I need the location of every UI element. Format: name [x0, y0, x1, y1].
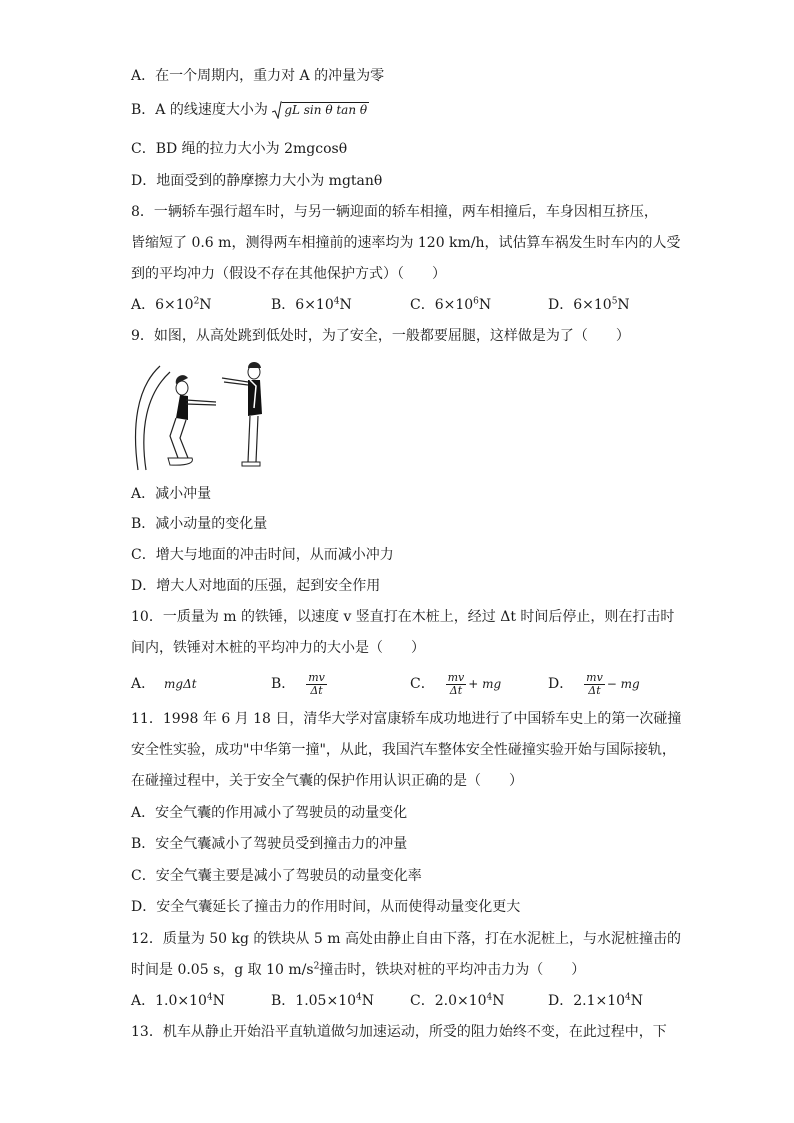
q12-stem-line-1: 12．质量为 50 kg 的铁块从 5 m 高处由静止自由下落，打在水泥桩上，与水泥桩撞击的	[131, 931, 681, 947]
q7-option-b-label: B．	[131, 102, 156, 118]
fraction: $\frac{mv}{\Delta t}$	[308, 670, 325, 697]
q8-stem-line-3: 到的平均冲力（假设不存在其他保护方式）（ ）	[131, 266, 446, 282]
q11-option-c: C．安全气囊主要是减小了驾驶员的动量变化率	[131, 868, 422, 884]
q8-stem-line-1: 8．一辆轿车强行超车时，与另一辆迎面的轿车相撞，两车相撞后，车身因相互挤压，	[131, 204, 658, 220]
sqrt-radicand: gL sin θ tan θ	[284, 103, 368, 117]
q8-stem-line-2: 皆缩短了 0.6 m，测得两车相撞前的速率均为 120 km/h，试估算车祸发生时车内的人受	[131, 235, 681, 251]
radical-sign-icon	[272, 101, 282, 119]
q12-option-a: A．$1.0\times 10^4N$	[131, 992, 225, 1009]
q8-option-a: A．$6\times 10^2N$	[131, 296, 212, 313]
q12-option-d: D．$2.1\times 10^4N$	[548, 992, 644, 1009]
q7-option-a: A．在一个周期内，重力对 A 的冲量为零	[131, 68, 385, 84]
sqrt-expression	[272, 100, 369, 120]
jumping-figures-illustration	[130, 358, 272, 472]
q8-option-c: C．$6\times 10^6N$	[410, 296, 492, 313]
q7-option-c: C．BD 绳的拉力大小为 2mgcosθ	[131, 141, 348, 157]
q8-option-d: D．$6\times 10^5N$	[548, 296, 630, 313]
q9-stem: 9．如图，从高处跳到低处时，为了安全，一般都要屈腿，这样做是为了（ ）	[131, 328, 630, 344]
q11-option-d: D．安全气囊延长了撞击力的作用时间，从而使得动量变化更大	[131, 899, 521, 915]
q12-stem-line-2: 时间是 0.05 s，g 取 10 $m/s^2$撞击时，铁块对桩的平均冲击力为（ ）	[131, 961, 586, 978]
q11-stem-line-2: 安全性实验，成功"中华第一撞"，从此，我国汽车整体安全性碰撞实验开始与国际接轨，	[131, 742, 676, 758]
q10-stem-line-1: 10．一质量为 m 的铁锤，以速度 v 竖直打在木桩上，经过 Δt 时间后停止，则在打击时	[131, 609, 675, 625]
q11-stem-line-3: 在碰撞过程中，关于安全气囊的保护作用认识正确的是（ ）	[131, 773, 523, 789]
q10-option-c: C． $\frac{mv}{\Delta t}$ + mg	[410, 670, 502, 697]
q12-option-b: B．$1.05\times 10^4N$	[271, 992, 374, 1009]
q10-option-b: B． $\frac{mv}{\Delta t}$	[271, 670, 325, 697]
q10-option-a: A． mgΔt	[131, 676, 197, 692]
q7-option-d: D．地面受到的静摩擦力大小为 mgtanθ	[131, 173, 383, 189]
q10-option-d: D． $\frac{mv}{\Delta t}$ − mg	[548, 670, 640, 697]
q7-option-b-text: A 的线速度大小为	[155, 102, 268, 118]
q11-option-a: A．安全气囊的作用减小了驾驶员的动量变化	[131, 805, 408, 821]
q12-option-c: C．$2.0\times 10^4N$	[410, 992, 505, 1009]
q13-stem-line-1: 13．机车从静止开始沿平直轨道做匀加速运动，所受的阻力始终不变，在此过程中，下	[131, 1024, 667, 1040]
q9-option-d: D．增大人对地面的压强，起到安全作用	[131, 578, 381, 594]
q11-stem-line-1: 11．1998 年 6 月 18 日，清华大学对富康轿车成功地进行了中国轿车史上的第一次碰撞	[131, 711, 682, 727]
q7-option-b	[131, 100, 369, 120]
q8-option-b: B．$6\times 10^4N$	[271, 296, 352, 313]
q9-option-a: A．减小冲量	[131, 486, 212, 502]
q9-option-b: B．减小动量的变化量	[131, 516, 268, 532]
q9-option-c: C．增大与地面的冲击时间，从而减小冲力	[131, 547, 394, 563]
q11-option-b: B．安全气囊减小了驾驶员受到撞击力的冲量	[131, 836, 408, 852]
q10-stem-line-2: 间内，铁锤对木桩的平均冲力的大小是（ ）	[131, 640, 425, 656]
fraction: $\frac{mv}{\Delta t}$	[447, 670, 465, 697]
fraction: $\frac{mv}{\Delta t}$	[586, 670, 603, 697]
